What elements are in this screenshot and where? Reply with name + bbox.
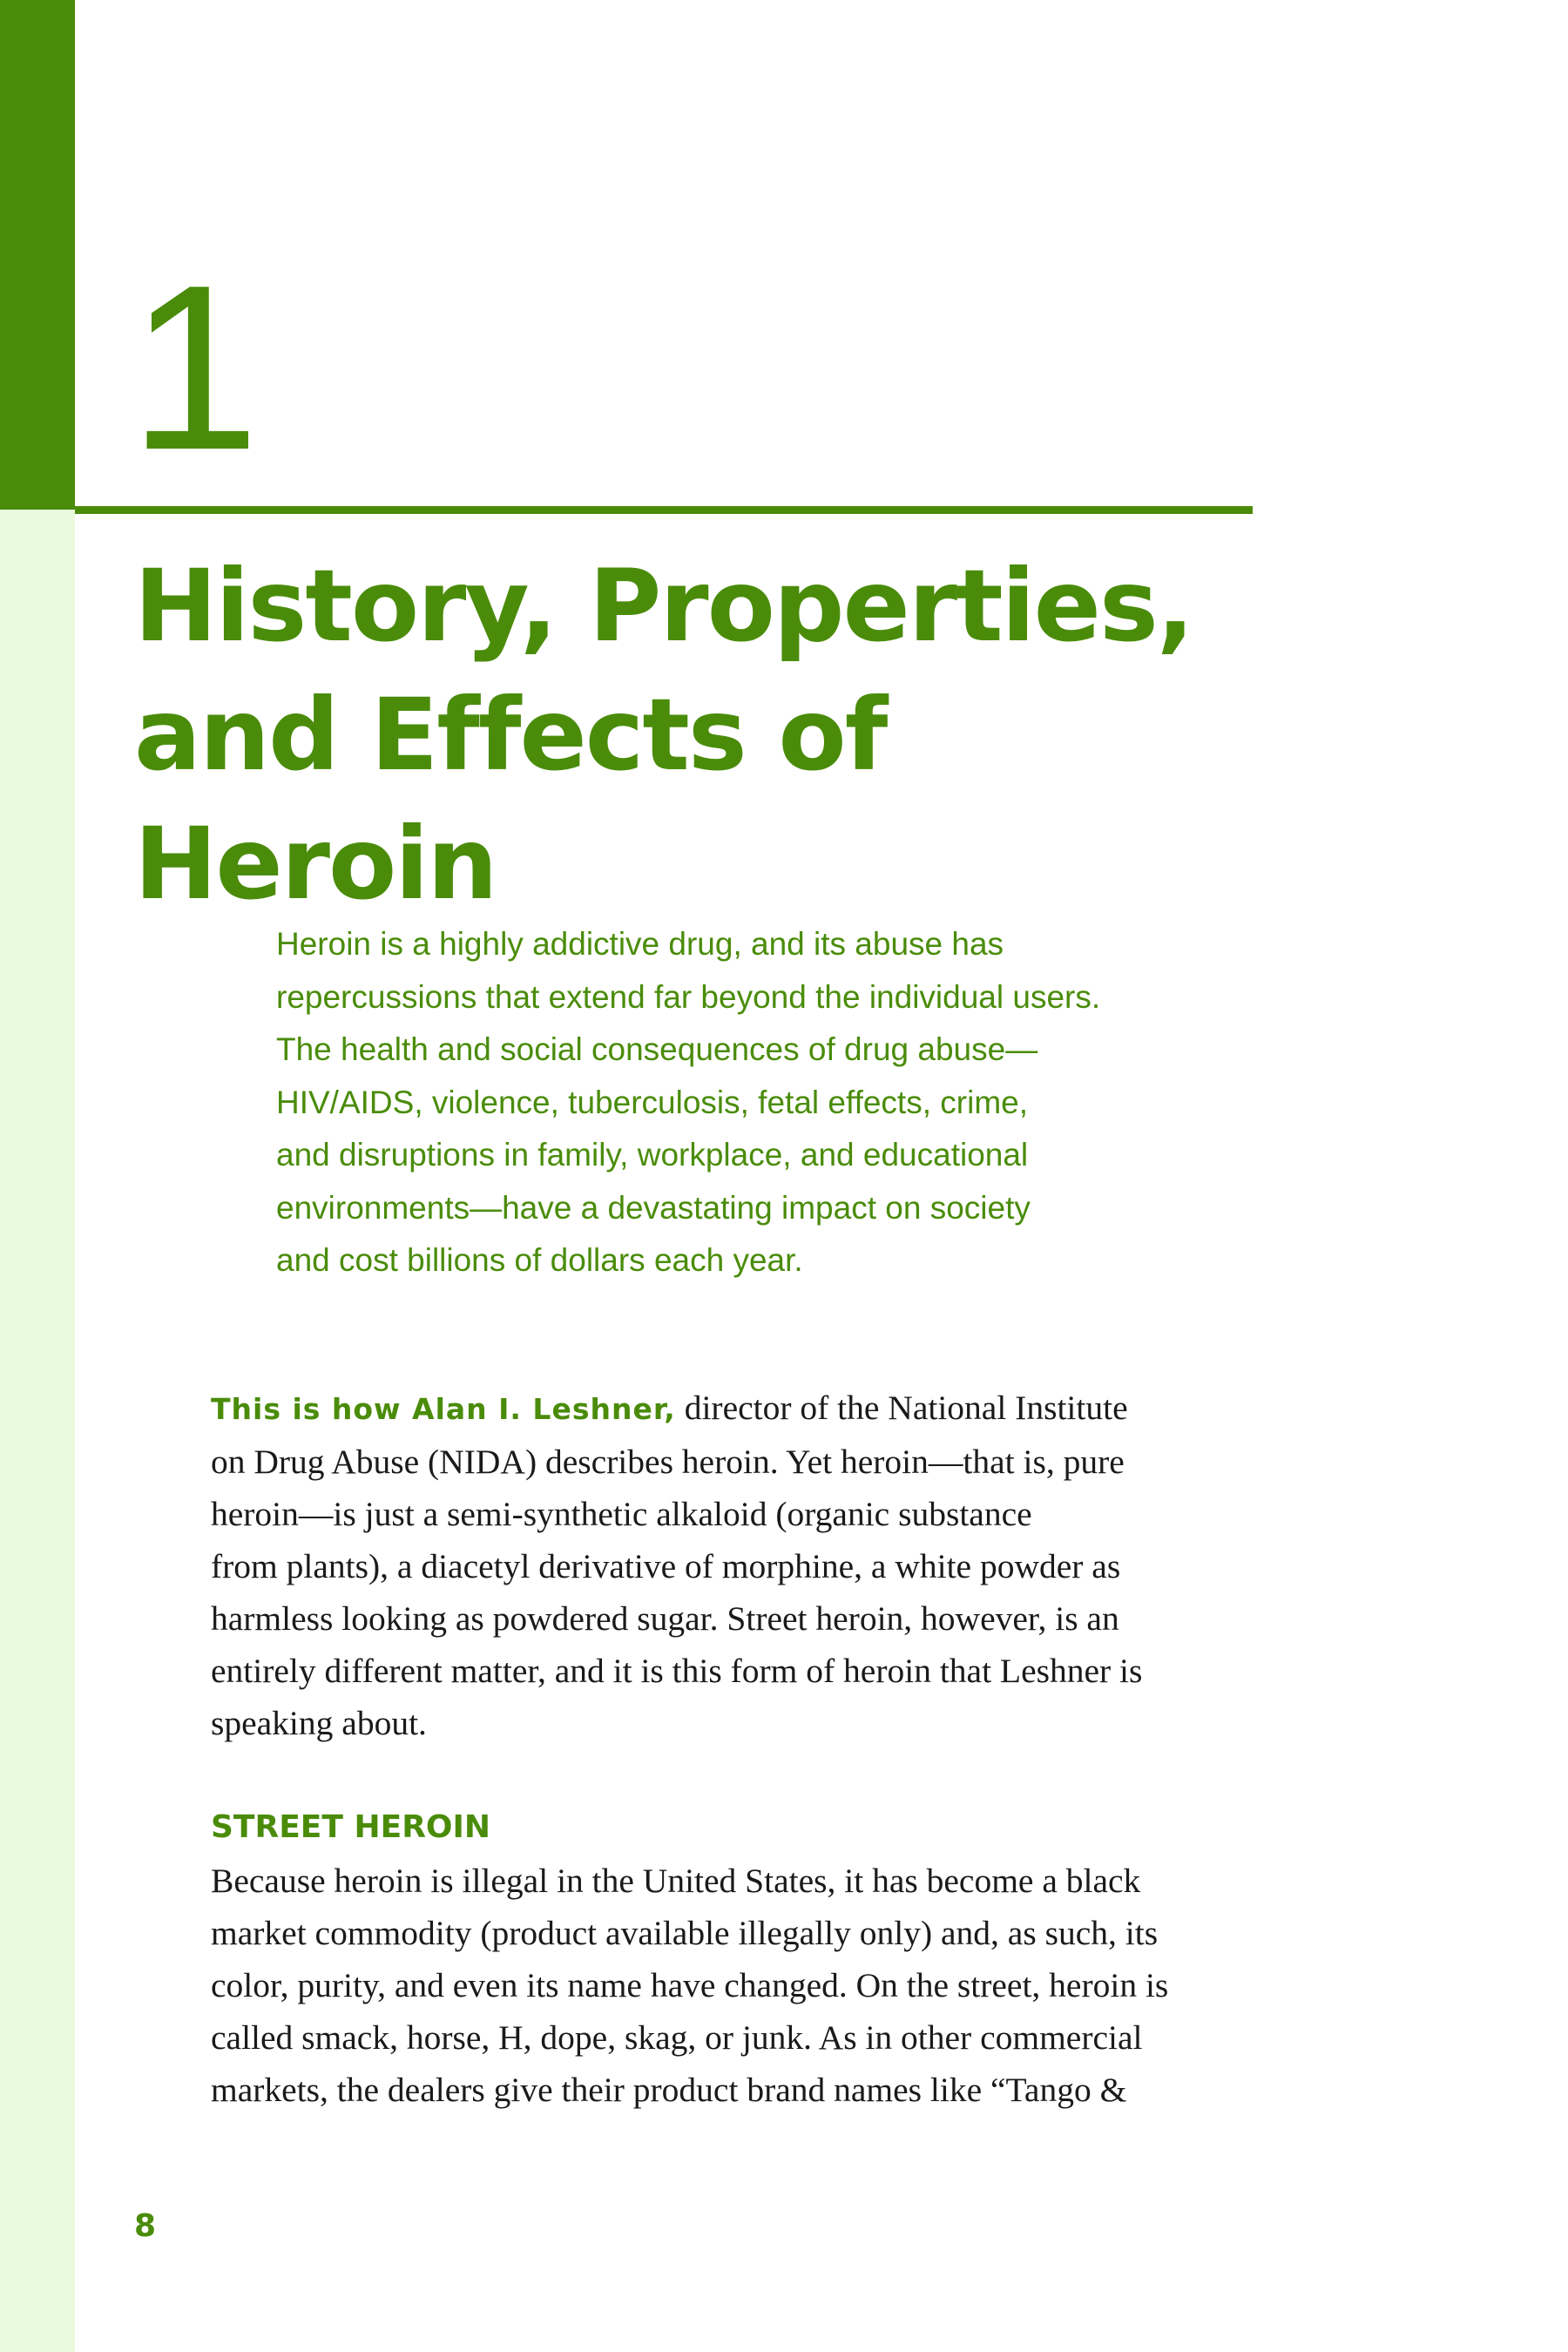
chapter-color-bar — [0, 0, 75, 510]
epigraph-line: environments—have a devastating impact on society — [276, 1189, 1031, 1226]
epigraph-line: and disruptions in family, workplace, and educational — [276, 1137, 1029, 1173]
paragraph-line: entirely different matter, and it is this form of heroin that Leshner is — [211, 1652, 1143, 1690]
paragraph-line — [211, 1382, 1247, 1436]
paragraph-line-rest: director of the National Institute — [675, 1389, 1128, 1427]
paragraph-line: markets, the dealers give their product brand names like “Tango & — [211, 2071, 1127, 2109]
epigraph-line: and cost billions of dollars each year. — [276, 1242, 803, 1278]
paragraph-line: called smack, horse, H, dope, skag, or junk. As in other commercial — [211, 2018, 1143, 2057]
paragraph-lead-in: This is how Alan I. Leshner, — [211, 1392, 676, 1426]
paragraph-line: color, purity, and even its name have changed. On the street, heroin is — [211, 1966, 1169, 2004]
page-number: 8 — [134, 2208, 157, 2244]
chapter-title — [134, 542, 1267, 929]
section-heading: STREET HEROIN — [211, 1809, 491, 1845]
paragraph-line: market commodity (product available illegally only) and, as such, its — [211, 1914, 1159, 1952]
paragraph-line: from plants), a diacetyl derivative of morphine, a white powder as — [211, 1547, 1121, 1585]
paragraph-line: Because heroin is illegal in the United States, it has become a black — [211, 1862, 1141, 1900]
epigraph-quote — [276, 918, 1200, 1288]
chapter-number: 1 — [129, 237, 257, 499]
paragraph-line: speaking about. — [211, 1704, 427, 1742]
chapter-title-line: History, Properties, — [134, 548, 1193, 664]
body-paragraph-street-heroin — [211, 1855, 1247, 2116]
epigraph-line: HIV/AIDS, violence, tuberculosis, fetal effects, crime, — [276, 1084, 1028, 1120]
chapter-rule-divider — [75, 506, 1253, 514]
epigraph-line: repercussions that extend far beyond the individual users. — [276, 978, 1101, 1015]
paragraph-line: heroin—is just a semi-synthetic alkaloid (organic substance — [211, 1495, 1032, 1533]
chapter-title-line: and Effects of Heroin — [134, 677, 887, 922]
epigraph-line: Heroin is a highly addictive drug, and its abuse has — [276, 926, 1004, 962]
body-paragraph-intro — [211, 1382, 1247, 1749]
epigraph-line: The health and social consequences of drug abuse— — [276, 1031, 1038, 1067]
paragraph-line: harmless looking as powdered sugar. Street heroin, however, is an — [211, 1599, 1119, 1638]
paragraph-line: on Drug Abuse (NIDA) describes heroin. Yet heroin—that is, pure — [211, 1443, 1125, 1481]
